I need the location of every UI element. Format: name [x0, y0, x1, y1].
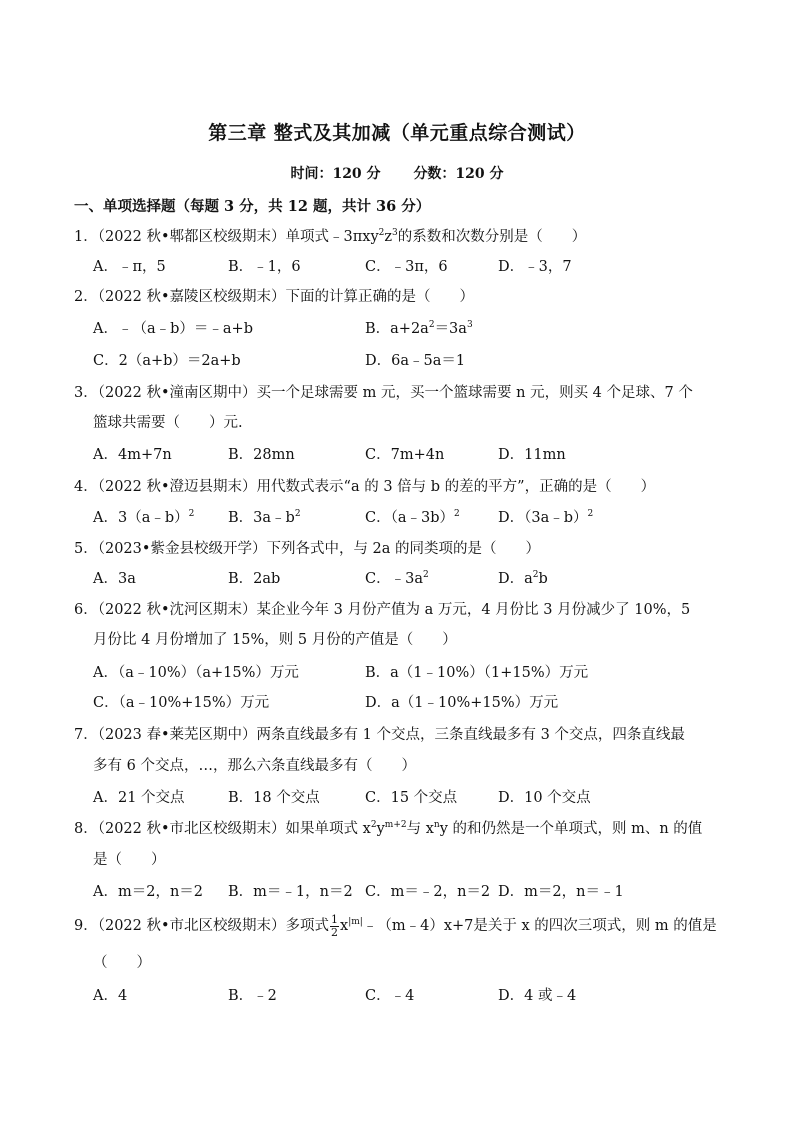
question-7 — [74, 720, 724, 750]
question-2 — [74, 282, 724, 312]
question-source: （2022 秋•郫都区校级期末） — [97, 229, 286, 245]
option-b[interactable]: B．﹣2 — [228, 988, 277, 1004]
question-source: （2023 春•莱芜区期中） — [97, 727, 257, 743]
question-number: 9． — [74, 918, 98, 934]
exam-time: 时间：120 分 — [290, 166, 381, 182]
question-stem-part: z — [384, 229, 393, 245]
option-b[interactable]: B．﹣1，6 — [228, 259, 301, 275]
option-d[interactable]: D．10 个交点 — [498, 790, 591, 806]
question-7-line2: 多有 6 个交点，…，那么六条直线最多有（ ） — [93, 758, 416, 774]
question-3 — [74, 378, 724, 408]
option-a[interactable]: A．（a﹣10%）（a+15%）万元 — [93, 665, 299, 681]
option-d[interactable]: D．4 或﹣4 — [498, 988, 577, 1004]
exam-meta — [0, 163, 794, 183]
question-source: （2022 秋•市北区校级期末） — [97, 918, 286, 934]
option-d[interactable]: D．a（1﹣10%+15%）万元 — [365, 695, 559, 711]
page-title: 第三章 整式及其加减（单元重点综合测试） — [208, 122, 586, 144]
option-a[interactable]: A．4m+7n — [93, 447, 172, 463]
option-a[interactable]: A．﹣（a﹣b）＝﹣a+b — [93, 321, 253, 337]
question-8: 8．（2022 秋•市北区校级期末）如果单项式 $x^2y^{m+2}$与 $x^ny$ 的和仍然是一个单项式，则 m、n 的值 — [74, 820, 703, 837]
fraction: $\frac{1}{2}$ — [331, 912, 339, 939]
option-a[interactable]: A．﹣π，5 — [93, 259, 166, 275]
question-stem: 买一个足球需要 m 元，买一个篮球需要 n 元，则买 4 个足球、7 个 — [256, 385, 693, 401]
option-b[interactable]: B．28mn — [228, 447, 295, 463]
exponent: 2 — [378, 228, 385, 238]
question-number: 7． — [74, 727, 98, 743]
exponent: 3 — [392, 228, 398, 238]
option-d[interactable]: D．m＝2，n＝﹣1 — [498, 884, 624, 900]
option-b[interactable]: B．$a+2a^2=3a^3$ — [365, 320, 473, 337]
option-a[interactable]: A．21 个交点 — [93, 790, 185, 806]
option-a[interactable]: A．4 — [93, 988, 128, 1004]
question-source: （2022 秋•市北区校级期末） — [97, 821, 286, 837]
option-d[interactable]: D．（3a﹣b）$^2$ — [498, 509, 594, 526]
question-source: （2022 秋•澄迈县期末） — [97, 479, 257, 495]
question-number: 2． — [74, 289, 98, 305]
question-6 — [74, 595, 724, 625]
option-d[interactable]: D．11mn — [498, 447, 566, 463]
option-c[interactable]: C．7m+4n — [365, 447, 445, 463]
option-d[interactable]: D．﹣3，7 — [498, 259, 572, 275]
question-6-line2: 月份比 4 月份增加了 15%，则 5 月份的产值是（ ） — [93, 632, 457, 648]
question-stem: 两条直线最多有 1 个交点，三条直线最多有 3 个交点，四条直线最 — [256, 727, 685, 743]
question-1 — [74, 222, 724, 252]
question-source: （2022 秋•潼南区期中） — [97, 385, 257, 401]
question-stem: 单项式﹣3πxy — [285, 229, 379, 245]
option-c[interactable]: C．$﹣3a^2$ — [365, 570, 429, 587]
question-stem: 用代数式表示“a 的 3 倍与 b 的差的平方”，正确的是（ ） — [256, 479, 656, 495]
question-5 — [74, 534, 724, 564]
option-b[interactable]: B．$3a﹣b^2$ — [228, 509, 301, 526]
question-stem: 下面的计算正确的是（ ） — [285, 289, 475, 305]
option-a[interactable]: A．m＝2，n＝2 — [93, 884, 204, 900]
section-heading: 一、单项选择题（每题 3 分，共 12 题，共计 36 分） — [74, 198, 431, 215]
question-4 — [74, 472, 724, 502]
question-8-line2: 是（ ） — [93, 852, 166, 868]
option-a[interactable]: A．3a — [93, 571, 136, 587]
exponent: 2 — [428, 320, 435, 330]
question-number: 8． — [74, 821, 98, 837]
question-source: （2022 秋•沈河区期末） — [97, 602, 257, 618]
option-c[interactable]: C．﹣4 — [365, 988, 415, 1004]
question-9: 9．（2022 秋•市北区校级期末）多项式 $\frac{1}{2}$ $x^{|m|}﹣(m﹣4)x+7$是关于 x 的四次三项式，则 m 的值是 — [74, 912, 717, 939]
question-source: （2022 秋•嘉陵区校级期末） — [97, 289, 286, 305]
option-c[interactable]: C．（a﹣10%+15%）万元 — [93, 695, 270, 711]
question-stem-end: 的系数和次数分别是（ ） — [397, 229, 587, 245]
option-c[interactable]: C．15 个交点 — [365, 790, 458, 806]
option-a[interactable]: A．3（a﹣b）$^2$ — [93, 509, 195, 526]
option-b[interactable]: B．2ab — [228, 571, 281, 587]
question-3-line2: 篮球共需要（ ）元. — [93, 415, 243, 431]
option-c[interactable]: C．﹣3π，6 — [365, 259, 448, 275]
question-number: 6． — [74, 602, 98, 618]
question-9-line2: （ ） — [93, 955, 151, 971]
question-stem: 某企业今年 3 月份产值为 a 万元，4 月份比 3 月份减少了 10%，5 — [256, 602, 691, 618]
question-source: （2023•紫金县校级开学） — [97, 541, 267, 557]
exam-score: 分数：120 分 — [413, 166, 504, 182]
option-b[interactable]: B．a（1﹣10%）（1+15%）万元 — [365, 665, 589, 681]
question-number: 1． — [74, 229, 98, 245]
option-c[interactable]: C．m＝﹣2，n＝2 — [365, 884, 491, 900]
question-number: 4． — [74, 479, 98, 495]
option-c[interactable]: C．2（a+b）＝2a+b — [93, 353, 241, 369]
option-b[interactable]: B．18 个交点 — [228, 790, 320, 806]
question-stem: 下列各式中，与 2a 的同类项的是（ ） — [266, 541, 541, 557]
exponent: 3 — [466, 320, 473, 330]
option-d[interactable]: D．6a﹣5a＝1 — [365, 353, 466, 369]
question-number: 3． — [74, 385, 98, 401]
option-d[interactable]: D．$a^2b$ — [498, 570, 548, 587]
option-b[interactable]: B．m＝﹣1，n＝2 — [228, 884, 353, 900]
option-c[interactable]: C．（a﹣3b）$^2$ — [365, 509, 460, 526]
question-number: 5． — [74, 541, 98, 557]
